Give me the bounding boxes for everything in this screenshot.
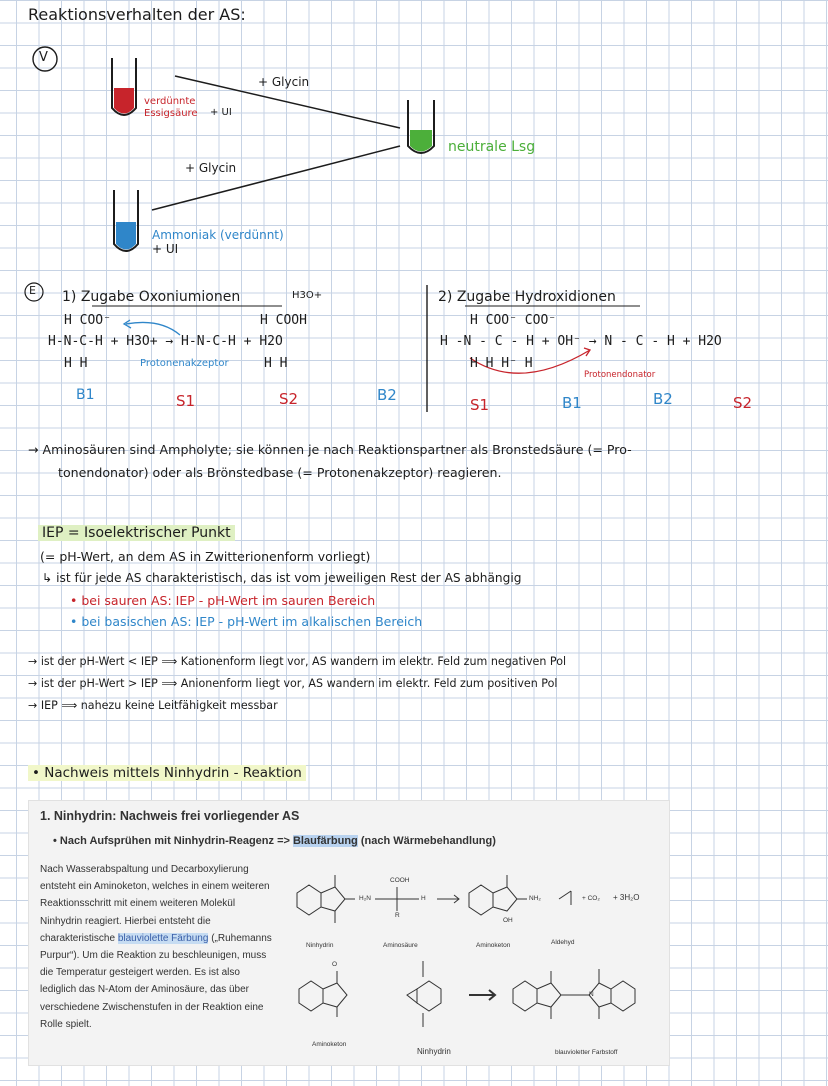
ninhydrin-ring-1: [297, 885, 321, 915]
label-ninhydrin-1: Ninhydrin: [306, 942, 334, 949]
plus-glycin-top: + Glycin: [258, 75, 310, 89]
purple-dye-ring-1: [513, 981, 537, 1011]
marker-e: E: [29, 284, 36, 297]
printout-bullet: • Nach Aufsprühen mit Ninhydrin-Reagenz => Blaufärbung (nach Wärmebehandlung): [53, 835, 496, 847]
plus-glycin-bottom: + Glycin: [185, 161, 237, 175]
right-label-s2: S2: [733, 394, 753, 412]
equations-drawing: [0, 0, 828, 420]
iep-definition: (= pH-Wert, an dem AS in Zwitterionenform vorliegt): [40, 549, 371, 564]
page-title: Reaktionsverhalten der AS:: [28, 5, 246, 24]
right-label-s1: S1: [470, 396, 490, 414]
left-reactant-bot: H H: [64, 356, 88, 371]
ninhydrin-heading: • Nachweis mittels Ninhydrin - Reaktion: [28, 765, 306, 781]
left-label-b2: B2: [377, 386, 397, 404]
label-aldehyd: Aldehyd: [551, 939, 575, 946]
ampholyte-statement-line1: → Aminosäuren sind Ampholyte; sie können je nach Reaktionspartner als Bronstedsäure (= Pro-: [28, 442, 632, 457]
formula-co2: + CO₂: [582, 895, 600, 902]
ninhydrin-ring-2: [417, 981, 441, 1011]
left-reactant-top: H COO⁻: [64, 313, 111, 328]
right-heading: 2) Zugabe Hydroxidionen: [438, 289, 616, 305]
ninhydrin-printout: [28, 800, 670, 1066]
left-heading: 1) Zugabe Oxoniumionen: [62, 289, 241, 305]
right-eq-bot: H H H⁻ H: [470, 356, 533, 371]
left-annotation: Protonenakzeptor: [140, 358, 229, 369]
left-eq-mid: H-N-C-H + H3O+ → H-N-C-H + H2O: [48, 334, 283, 349]
formula-h: H: [421, 895, 426, 902]
iep-rule-1: → ist der pH-Wert < IEP ⟹ Kationenform liegt vor, AS wandern im elektr. Feld zum negativen Pol: [28, 655, 567, 668]
formula-h2o: + 3H₂O: [613, 893, 640, 902]
acid-label: verdünnte Essigsäure: [144, 96, 198, 119]
left-product-bot: H H: [264, 356, 288, 371]
iep-rule-3: → IEP ⟹ nahezu keine Leitfähigkeit messbar: [28, 699, 278, 712]
result-label: neutrale Lsg: [448, 139, 536, 155]
printout-paragraph: Nach Wasserabspaltung und Decarboxylierung entsteht ein Aminoketon, welches in einem weiteren Reaktionsschritt mit einem weiteren Molekül Ninhydrin reagiert. Hierbei entsteht die charakteristische blauviolette Färbung („Ruhemanns Purpur“). Um die Reaktion zu beschleunigen, muss die Temperatur gesteigert werden. Es ist also lediglich das N-Atom der Aminosäure, das über verschiedene Zwischenstufen in der Reaktion eine Rolle spielt.: [40, 864, 272, 1030]
aldehyd-skeleton: [559, 891, 571, 899]
label-ninhydrin-2: Ninhydrin: [417, 1047, 451, 1056]
aminoketon-ring-1: [469, 885, 493, 915]
formula-o: O: [332, 961, 338, 968]
base-ui: + UI: [152, 242, 179, 256]
printout-title: 1. Ninhydrin: Nachweis frei vorliegender AS: [40, 809, 300, 823]
label-aminoketon-1: Aminoketon: [476, 942, 511, 949]
label-aminosaeure: Aminosäure: [383, 942, 418, 949]
left-label-s1: S1: [176, 392, 196, 410]
iep-base: • bei basischen AS: IEP - pH-Wert im alkalischen Bereich: [70, 614, 423, 629]
right-eq-mid: H -N - C - H + OH⁻ → N - C - H + H2O: [440, 334, 722, 349]
base-label: Ammoniak (verdünnt): [152, 228, 284, 242]
left-label-s2: S2: [279, 390, 299, 408]
acid-ui: + UI: [210, 107, 232, 118]
iep-characteristic: ↳ ist für jede AS charakteristisch, das ist vom jeweiligen Rest der AS abhängig: [42, 571, 522, 585]
left-heading-sup: H3O+: [292, 290, 323, 301]
marker-v: V: [39, 50, 48, 65]
left-product-top: H COOH: [260, 313, 307, 328]
label-farbstoff: blauvioletter Farbstoff: [555, 1049, 618, 1056]
left-label-b1: B1: [76, 387, 95, 403]
ninhydrin-structures: [29, 801, 669, 1065]
iep-rule-2: → ist der pH-Wert > IEP ⟹ Anionenform liegt vor, AS wandern im elektr. Feld zum positiven Pol: [28, 677, 558, 690]
right-label-b1: B1: [562, 394, 582, 412]
iep-heading: IEP = Isoelektrischer Punkt: [38, 525, 235, 541]
right-annotation: Protonendonator: [584, 370, 656, 380]
formula-cooh: COOH: [390, 877, 410, 884]
iep-acid: • bei sauren AS: IEP - pH-Wert im sauren Bereich: [70, 593, 376, 608]
label-aminoketon-2: Aminoketon: [312, 1041, 347, 1048]
formula-r: R: [395, 912, 400, 919]
right-label-b2: B2: [653, 390, 673, 408]
formula-nh2: NH₂: [529, 895, 541, 902]
formula-n: N: [589, 991, 594, 998]
formula-h2n: H₂N: [359, 895, 371, 902]
formula-oh: OH: [503, 917, 513, 924]
right-eq-top: H COO⁻ COO⁻: [470, 313, 557, 328]
aminoketon-ring-2: [299, 981, 323, 1011]
ampholyte-statement-line2: tonendonator) oder als Brönstedbase (= Protonenakzeptor) reagieren.: [58, 465, 502, 480]
